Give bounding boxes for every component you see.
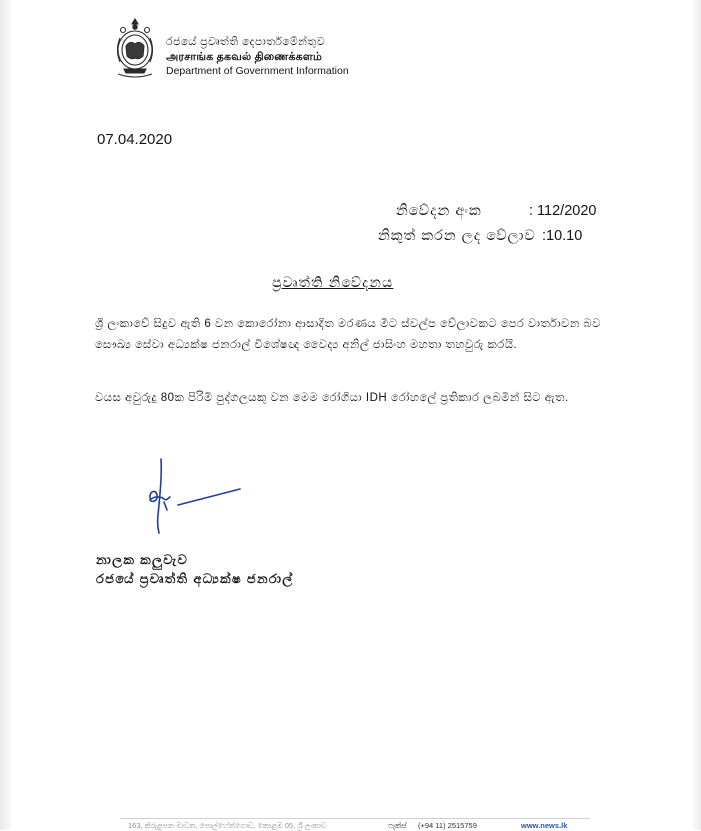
body-paragraph-2: වයස අවුරුදු 80ක පිරිමි පුද්ගලයකු වන මෙම රෝගියා IDH රෝහලේ ප්‍රතිකාර ලබමින් සිට ඇත. <box>95 392 569 404</box>
letterhead-tamil: அரசாங்க தகவல் திணைக்களம் <box>166 50 323 63</box>
handwritten-signature <box>140 455 250 535</box>
page-edge-shadow <box>0 0 14 830</box>
footer <box>0 820 701 830</box>
letterhead-sinhala: රජයේ ප්‍රවෘත්ති දෙපාර්තමේන්තුව <box>166 36 326 48</box>
page-edge-shadow-right <box>691 0 701 830</box>
footer-divider <box>120 818 590 819</box>
signer-block <box>96 550 294 588</box>
letterhead <box>166 35 349 79</box>
release-meta <box>378 199 596 249</box>
document-date: 07.04.2020 <box>97 131 173 148</box>
signer-name: නාලක කලුවැව <box>96 552 189 567</box>
body-paragraph-1: ශ්‍රී ලංකාවේ සිදුව ඇති 6 වන කොරෝනා ආසාදිත මරණය මීට ස්වල්ප වේලාවකට පෙර වාර්තාවන බව සෞඛ්‍ය සේවා අධ්‍යක්ෂ ජනරාල් විශේෂඥ වෛද්‍ය අනිල් ජාසිංහ මහතා තහවුරු කරයි. <box>95 318 601 351</box>
footer-fax-label: ෆැක්ස් <box>388 821 407 830</box>
footer-address: 163, කිරුළපන මාවත, පොල්හේන්ගොඩ, කොළඹ 05, ශ්‍රී ලංකාව <box>128 821 327 830</box>
letterhead-english: Department of Government Information <box>166 65 349 77</box>
footer-website-link[interactable]: www.news.lk <box>521 821 568 830</box>
release-number-label: නිවේදන අංක <box>396 203 482 219</box>
press-release-heading: ප්‍රවෘත්ති නිවේදනය <box>272 274 394 290</box>
release-number-value: : 112/2020 <box>529 203 597 219</box>
government-emblem-icon <box>110 16 160 82</box>
footer-phone: (+94 11) 2515759 <box>418 821 477 830</box>
release-time-row <box>378 224 596 249</box>
release-time-label: නිකුත් කරන ලද වේලාව <box>378 228 536 244</box>
signer-title: රජයේ ප්‍රවෘත්ති අධ්‍යක්ෂ ජනරාල් <box>96 571 294 586</box>
release-number-row <box>378 199 596 224</box>
release-time-value: :10.10 <box>542 228 583 244</box>
